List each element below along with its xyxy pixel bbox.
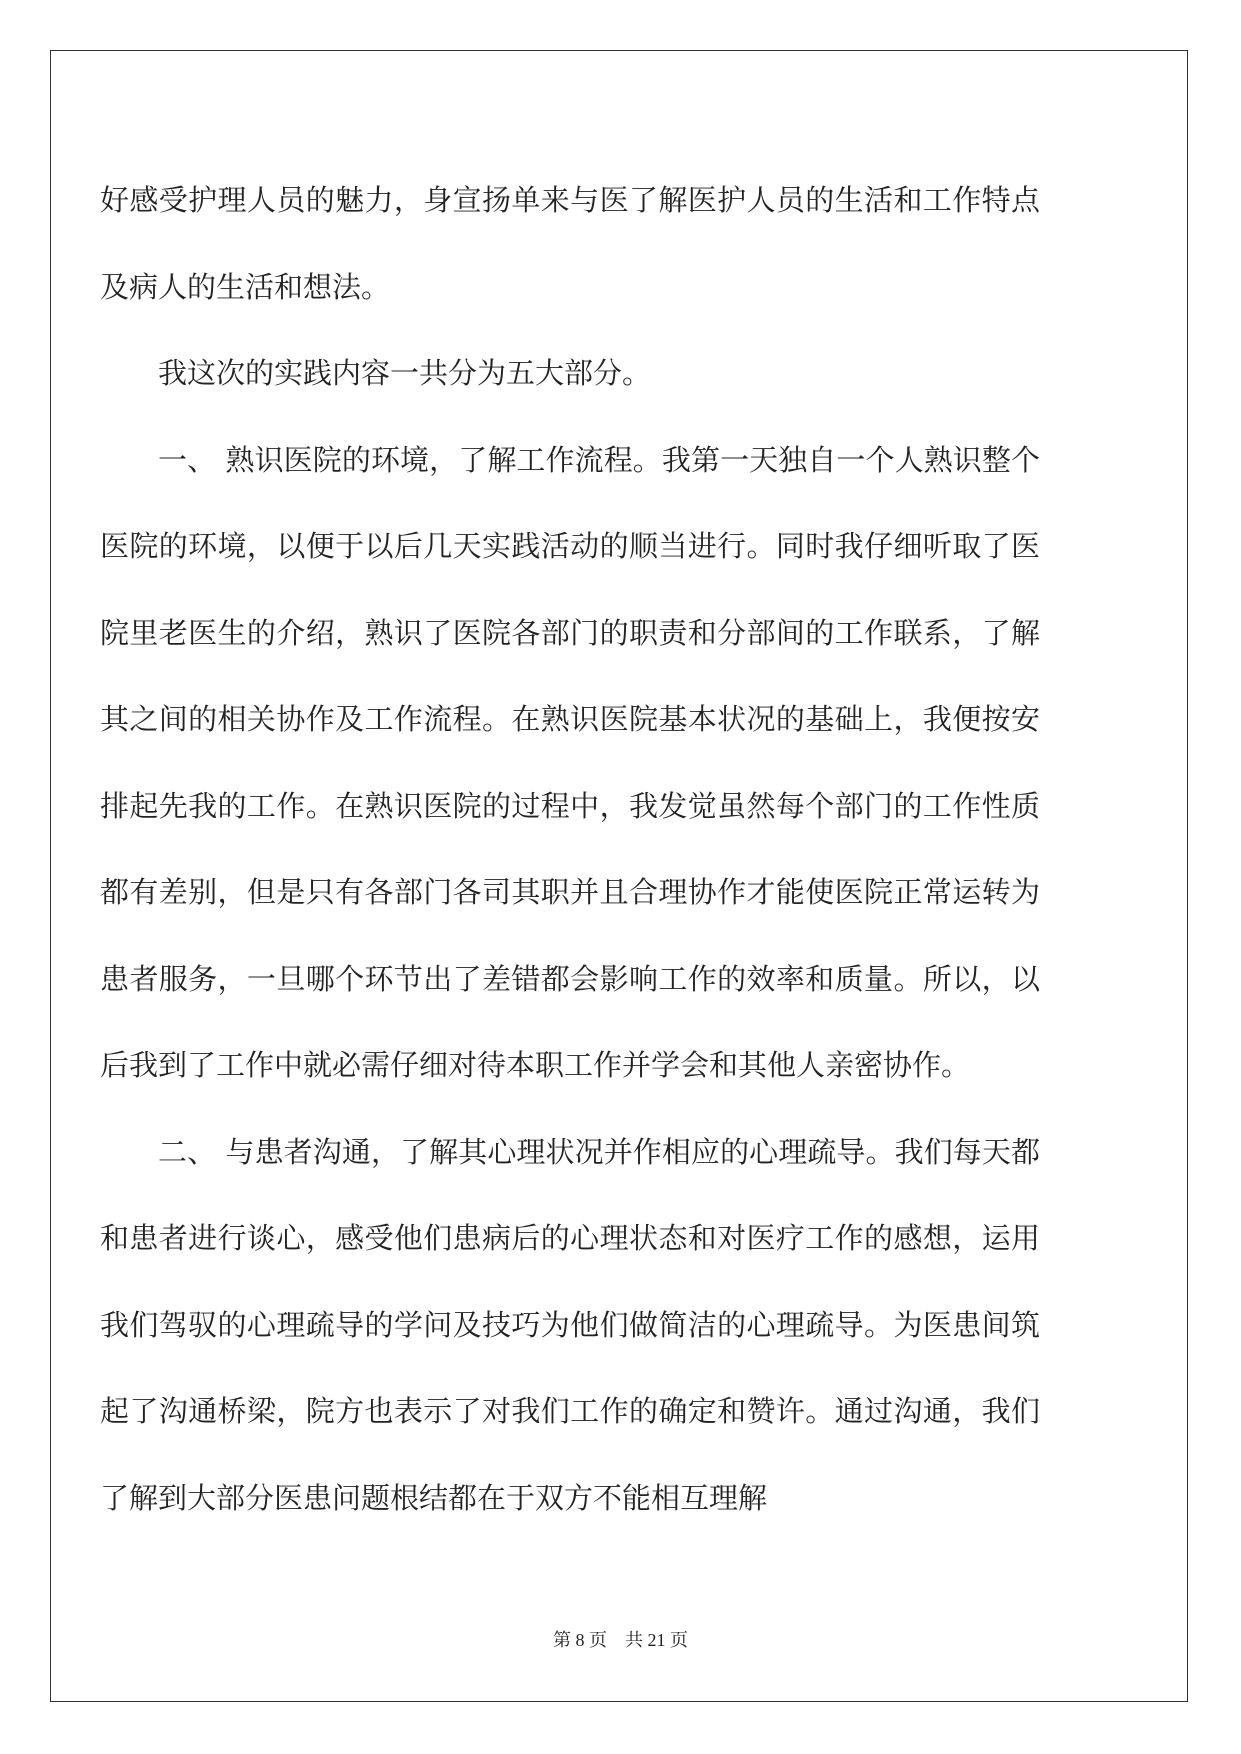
paragraph-1: 好感受护理人员的魅力，身宣扬单来与医了解医护人员的生活和工作特点及病人的生活和想法。 (100, 183, 1040, 304)
paragraph-3: 一、 熟识医院的环境，了解工作流程。我第一天独自一个人熟识整个医院的环境，以便于以后几天实践活动的顺当进行。同时我仔细听取了医院里老医生的介绍，熟识了医院各部门的职责和分部间的工作联系，了解其之间的相关协作及工作流程。在熟识医院基本状况的基础上，我便按安排起先我的工作。在熟识医院的过程中，我发觉虽然每个部门的工作性质都有差别，但是只有各部门各司其职并且合理协作才能使医院正常运转为患者服务，一旦哪个环节出了差错都会影响工作的效率和质量。所以，以后我到了工作中就必需仔细对待本职工作并学会和其他人亲密协作。 (100, 442, 1040, 1082)
document-body (100, 157, 1040, 1541)
paragraph-4: 二、 与患者沟通，了解其心理状况并作相应的心理疏导。我们每天都和患者进行谈心，感受他们患病后的心理状态和对医疗工作的感想，运用我们驾驭的心理疏导的学问及技巧为他们做简洁的心理疏导。为医患间筑起了沟通桥梁，院方也表示了对我们工作的确定和赞许。通过沟通，我们了解到大部分医患问题根结都在于双方不能相互理解 (100, 1134, 1040, 1515)
page-number: 第 8 页 共 21 页 (553, 1630, 688, 1650)
paragraph-2: 我这次的实践内容一共分为五大部分。 (158, 356, 652, 390)
